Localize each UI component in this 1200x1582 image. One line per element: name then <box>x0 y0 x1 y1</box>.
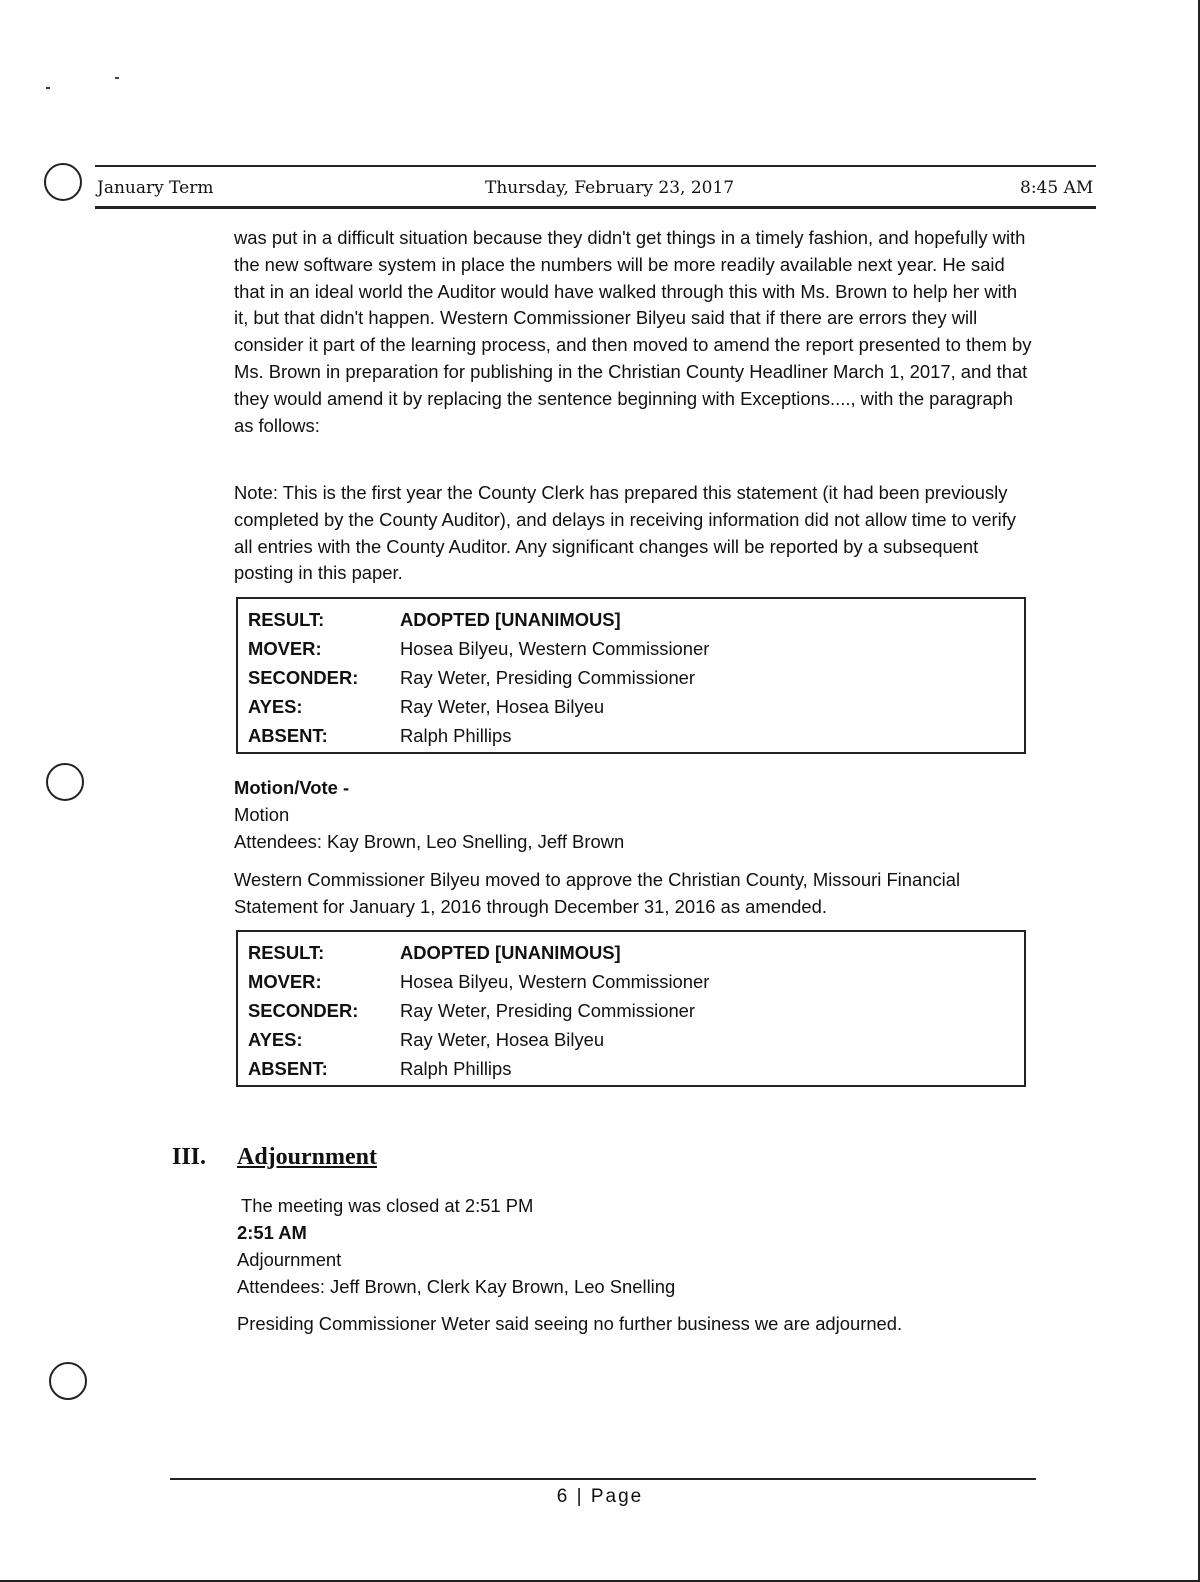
adjournment-type: Adjournment <box>237 1249 342 1270</box>
motion-type: Motion <box>234 804 290 825</box>
vote-row-absent <box>248 721 1014 750</box>
page-number: 6 | Page <box>556 1486 644 1507</box>
vote-row-absent <box>248 1054 1014 1083</box>
motion-attendees: Attendees: Kay Brown, Leo Snelling, Jeff Brown <box>234 831 625 852</box>
vote-value: Ray Weter, Presiding Commissioner <box>400 999 696 1021</box>
section-title: Adjournment <box>237 1144 378 1170</box>
vote-label: ABSENT: <box>248 1057 328 1079</box>
vote-row-seconder <box>248 996 1014 1025</box>
vote-label: AYES: <box>248 1028 303 1050</box>
vote-row-result <box>248 605 1014 634</box>
vote-label: ABSENT: <box>248 724 328 746</box>
vote-label: RESULT: <box>248 941 325 963</box>
vote-value: Hosea Bilyeu, Western Commissioner <box>400 970 710 992</box>
punch-hole-top <box>44 163 82 201</box>
motion-heading: Motion/Vote - <box>234 777 350 798</box>
header-date: Thursday, February 23, 2017 <box>485 178 735 198</box>
footer-rule <box>170 1478 1036 1480</box>
vote-label: MOVER: <box>248 637 322 659</box>
vote-value: Ralph Phillips <box>400 1057 512 1079</box>
adjournment-attendees: Attendees: Jeff Brown, Clerk Kay Brown, Leo Snelling <box>237 1276 676 1297</box>
vote-result-box-2 <box>236 930 1026 1087</box>
vote-label: AYES: <box>248 695 303 717</box>
vote-row-seconder <box>248 663 1014 692</box>
closed-text: The meeting was closed at 2:51 PM <box>241 1195 534 1216</box>
vote-value: ADOPTED [UNANIMOUS] <box>400 608 621 630</box>
vote-row-mover <box>248 967 1014 996</box>
vote-value: ADOPTED [UNANIMOUS] <box>400 941 621 963</box>
header-term: January Term <box>97 178 214 198</box>
vote-value: Ray Weter, Hosea Bilyeu <box>400 1028 605 1050</box>
punch-hole-middle <box>46 763 84 801</box>
adjournment-statement: Presiding Commissioner Weter said seeing no further business we are adjourned. <box>237 1313 903 1334</box>
vote-row-mover <box>248 634 1014 663</box>
scan-speck <box>46 87 50 89</box>
adjournment-time: 2:51 AM <box>237 1222 307 1243</box>
motion-text: Western Commissioner Bilyeu moved to approve the Christian County, Missouri Financial Statement for January 1, 2016 through December 31, 2016 as amended. <box>234 869 961 917</box>
vote-row-result <box>248 938 1014 967</box>
vote-value: Hosea Bilyeu, Western Commissioner <box>400 637 710 659</box>
vote-result-box-1 <box>236 597 1026 754</box>
vote-label: MOVER: <box>248 970 322 992</box>
note-paragraph: Note: This is the first year the County Clerk has prepared this statement (it had been previously completed by the County Auditor), and delays in receiving information did not allow time to verify all entries with the County Auditor. Any significant changes will be reported by a subsequent posting in this paper. <box>234 482 1017 584</box>
intro-paragraph: was put in a difficult situation because they didn't get things in a timely fashion, and hopefully with the new software system in place the numbers will be more readily available next year. He said that in an ideal world the Auditor would have walked through this with Ms. Brown to help her with it, but that didn't happen. Western Commissioner Bilyeu said that if there are errors they will consider it part of the learning process, and then moved to amend the report presented to them by Ms. Brown in preparation for publishing in the Christian County Headliner March 1, 2017, and that they would amend it by replacing the sentence beginning with Exceptions...., with the paragraph as follows: <box>234 227 1032 436</box>
vote-label: SECONDER: <box>248 999 359 1021</box>
vote-label: RESULT: <box>248 608 325 630</box>
section-number: III. <box>172 1144 207 1170</box>
vote-value: Ray Weter, Presiding Commissioner <box>400 666 696 688</box>
vote-label: SECONDER: <box>248 666 359 688</box>
header-bottom-rule <box>95 206 1096 209</box>
vote-value: Ralph Phillips <box>400 724 512 746</box>
vote-value: Ray Weter, Hosea Bilyeu <box>400 695 605 717</box>
vote-row-ayes <box>248 692 1014 721</box>
header-top-rule <box>95 165 1096 167</box>
header-time: 8:45 AM <box>1020 178 1094 198</box>
punch-hole-bottom <box>49 1362 87 1400</box>
scan-speck <box>115 77 119 79</box>
vote-row-ayes <box>248 1025 1014 1054</box>
